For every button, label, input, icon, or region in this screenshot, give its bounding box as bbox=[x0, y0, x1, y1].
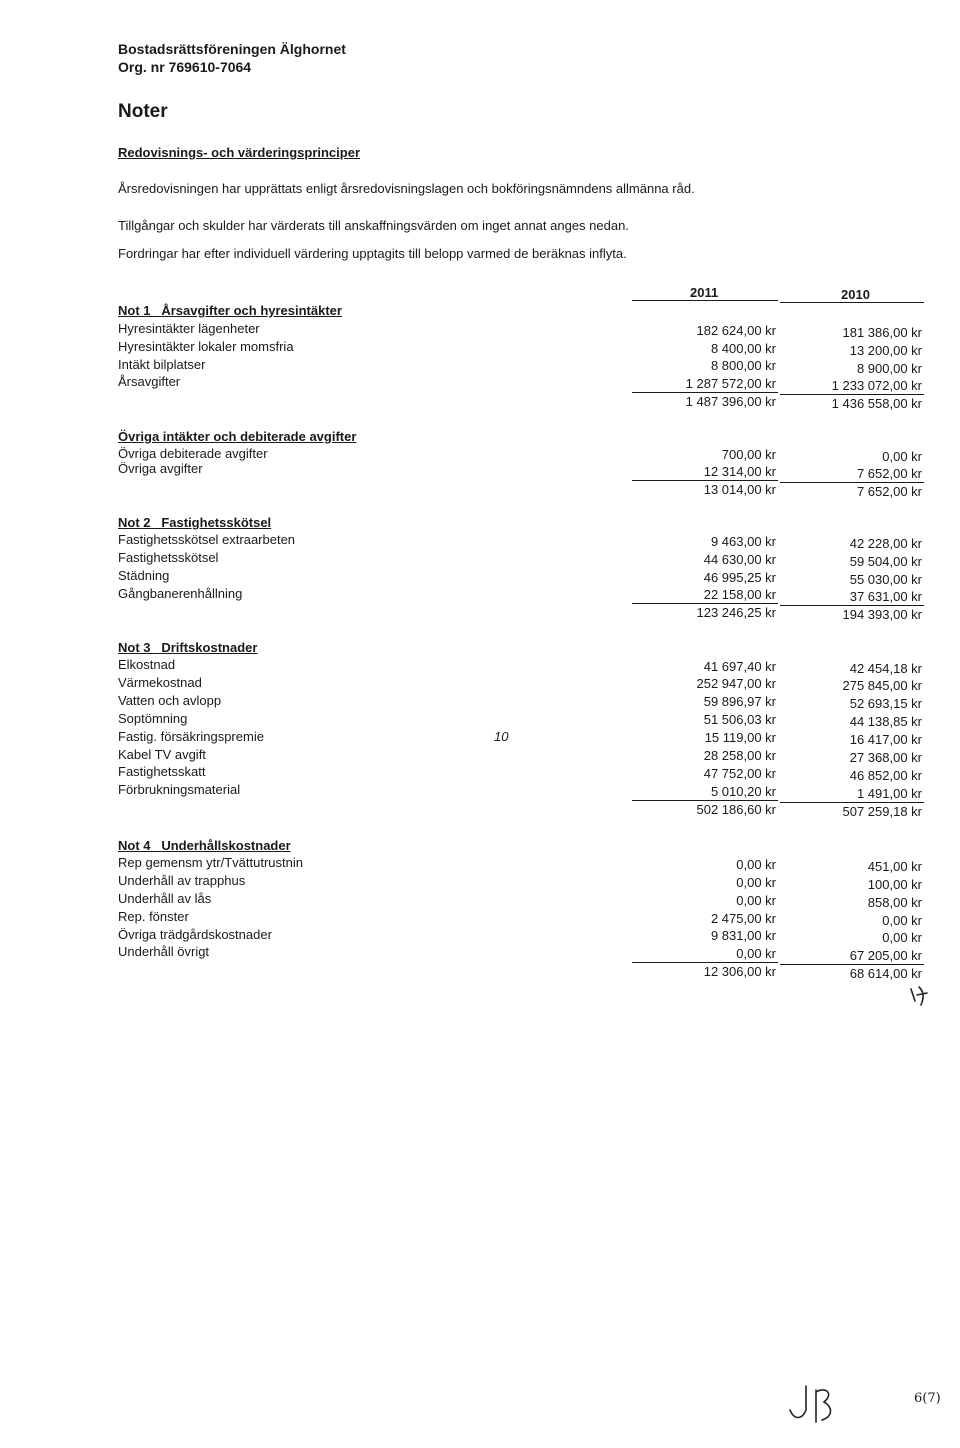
note1-number: Not 1 bbox=[118, 303, 151, 318]
note2-row-label: Fastighetsskötsel bbox=[118, 550, 219, 565]
note3-row-2011: 28 258,00 kr bbox=[703, 748, 776, 763]
note4-row-2011: 0,00 kr bbox=[736, 875, 776, 890]
note3-total-2011: 502 186,60 kr bbox=[696, 802, 776, 817]
note3-row-label: Förbrukningsmaterial bbox=[118, 782, 241, 797]
note4-row-label: Underhåll av trapphus bbox=[118, 873, 246, 888]
note3-row-2011: 59 896,97 kr bbox=[703, 694, 776, 709]
page-number: 6(7) bbox=[914, 1391, 941, 1406]
note1-row-2011: 8 400,00 kr bbox=[710, 341, 776, 356]
other-income-row-2011: 700,00 kr bbox=[721, 447, 776, 462]
note3-row-2010: 52 693,15 kr bbox=[849, 696, 922, 711]
note1-total-2010: 1 436 558,00 kr bbox=[831, 396, 922, 411]
note1-row-2010: 1 233 072,00 kr bbox=[831, 378, 922, 393]
note1-total-2011: 1 487 396,00 kr bbox=[685, 394, 776, 409]
note3-row-label: Fastighetsskatt bbox=[118, 764, 206, 779]
note1-row-2010: 13 200,00 kr bbox=[849, 343, 922, 358]
principles-heading: Redovisnings- och värderingsprinciper bbox=[118, 145, 360, 160]
note3-total-2010: 507 259,18 kr bbox=[842, 804, 922, 819]
note1-row-2011: 8 800,00 kr bbox=[710, 358, 776, 373]
note2-row-label: Fastighetsskötsel extraarbeten bbox=[118, 532, 296, 547]
subtotal-rule bbox=[632, 392, 778, 393]
subtotal-rule bbox=[780, 605, 924, 606]
note4-name: Underhållskostnader bbox=[161, 838, 291, 853]
signature-mark bbox=[780, 1380, 850, 1430]
note1-row-label: Hyresintäkter lägenheter bbox=[118, 321, 260, 336]
note2-row-label: Gångbanerenhållning bbox=[118, 586, 243, 601]
note3-row-2010: 46 852,00 kr bbox=[849, 768, 922, 783]
note2-row-2010: 37 631,00 kr bbox=[849, 589, 922, 604]
note3-row-2011: 41 697,40 kr bbox=[703, 659, 776, 674]
other-income-heading: Övriga intäkter och debiterade avgifter bbox=[118, 429, 357, 444]
note4-row-2011: 0,00 kr bbox=[736, 946, 776, 961]
note3-row-2010: 42 454,18 kr bbox=[849, 661, 922, 676]
principles-p3: Fordringar har efter individuell värdering upptagits till belopp varmed de beräknas inflyta. bbox=[118, 246, 627, 261]
note1-row-2010: 181 386,00 kr bbox=[842, 325, 922, 340]
other-income-total-2010: 7 652,00 kr bbox=[856, 484, 922, 499]
note2-row-2010: 42 228,00 kr bbox=[849, 536, 922, 551]
subtotal-rule bbox=[780, 482, 924, 483]
note4-row-2011: 0,00 kr bbox=[736, 893, 776, 908]
note4-row-2011: 9 831,00 kr bbox=[710, 928, 776, 943]
subtotal-rule bbox=[780, 802, 924, 803]
note3-row-2010: 275 845,00 kr bbox=[842, 678, 922, 693]
note3-row-2010: 16 417,00 kr bbox=[849, 732, 922, 747]
note3-row-label: Fastig. försäkringspremie bbox=[118, 729, 264, 744]
note1-heading bbox=[118, 303, 342, 318]
subtotal-rule bbox=[632, 480, 778, 481]
note2-total-2010: 194 393,00 kr bbox=[842, 607, 922, 622]
note1-row-2010: 8 900,00 kr bbox=[856, 361, 922, 376]
note3-row-label: Soptömning bbox=[118, 711, 188, 726]
note3-row-2011: 252 947,00 kr bbox=[696, 676, 776, 691]
other-income-row-label: Övriga avgifter bbox=[118, 461, 203, 476]
note2-row-2011: 9 463,00 kr bbox=[710, 534, 776, 549]
header-rule-2010 bbox=[780, 302, 924, 303]
note2-total-2011: 123 246,25 kr bbox=[696, 605, 776, 620]
note1-row-2011: 182 624,00 kr bbox=[696, 323, 776, 338]
note4-row-2010: 451,00 kr bbox=[867, 859, 922, 874]
note1-row-2011: 1 287 572,00 kr bbox=[685, 376, 776, 391]
subtotal-rule bbox=[632, 962, 778, 963]
note1-row-label: Årsavgifter bbox=[118, 374, 181, 389]
note3-number: Not 3 bbox=[118, 640, 151, 655]
note3-row-2010: 44 138,85 kr bbox=[849, 714, 922, 729]
note3-marker: 10 bbox=[494, 729, 509, 744]
note1-row-label: Hyresintäkter lokaler momsfria bbox=[118, 339, 294, 354]
note4-row-2011: 0,00 kr bbox=[736, 857, 776, 872]
note2-row-2011: 46 995,25 kr bbox=[703, 570, 776, 585]
initials-mark bbox=[905, 983, 935, 1013]
page-title: Noter bbox=[118, 101, 168, 122]
note3-row-2011: 15 119,00 kr bbox=[704, 730, 776, 745]
note4-row-2011: 2 475,00 kr bbox=[710, 911, 776, 926]
note4-heading bbox=[118, 838, 291, 853]
note2-name: Fastighetsskötsel bbox=[161, 515, 272, 530]
note3-row-label: Kabel TV avgift bbox=[118, 747, 206, 762]
note4-row-label: Rep gemensm ytr/Tvättutrustnin bbox=[118, 855, 303, 870]
note3-row-2010: 1 491,00 kr bbox=[856, 786, 922, 801]
note4-row-label: Övriga trädgårdskostnader bbox=[118, 927, 272, 942]
note2-row-label: Städning bbox=[118, 568, 170, 583]
note3-heading bbox=[118, 640, 257, 655]
other-income-row-2010: 0,00 kr bbox=[882, 449, 922, 464]
note2-heading bbox=[118, 515, 271, 530]
note4-row-2010: 858,00 kr bbox=[867, 895, 922, 910]
note4-row-2010: 67 205,00 kr bbox=[849, 948, 922, 963]
subtotal-rule bbox=[780, 394, 924, 395]
principles-p2: Tillgångar och skulder har värderats till anskaffningsvärden om inget annat anges nedan. bbox=[118, 218, 629, 233]
note4-row-2010: 0,00 kr bbox=[882, 930, 922, 945]
note4-total-2011: 12 306,00 kr bbox=[703, 964, 776, 979]
note1-name: Årsavgifter och hyresintäkter bbox=[161, 303, 342, 318]
subtotal-rule bbox=[632, 603, 778, 604]
note2-row-2011: 44 630,00 kr bbox=[703, 552, 776, 567]
note3-name: Driftskostnader bbox=[161, 640, 258, 655]
note4-row-label: Underhåll av lås bbox=[118, 891, 212, 906]
note4-row-label: Underhåll övrigt bbox=[118, 944, 210, 959]
note3-row-2011: 47 752,00 kr bbox=[703, 766, 776, 781]
note2-number: Not 2 bbox=[118, 515, 151, 530]
note3-row-label: Elkostnad bbox=[118, 657, 176, 672]
principles-p1: Årsredovisningen har upprättats enligt årsredovisningslagen och bokföringsnämndens allmänna råd. bbox=[118, 181, 695, 196]
other-income-row-2010: 7 652,00 kr bbox=[856, 466, 922, 481]
note1-row-label: Intäkt bilplatser bbox=[118, 357, 206, 372]
other-income-total-2011: 13 014,00 kr bbox=[703, 482, 776, 497]
note4-row-2010: 100,00 kr bbox=[867, 877, 922, 892]
note3-row-label: Värmekostnad bbox=[118, 675, 202, 690]
org-name: Bostadsrättsföreningen Älghornet bbox=[118, 41, 346, 57]
note3-row-2010: 27 368,00 kr bbox=[849, 750, 922, 765]
subtotal-rule bbox=[780, 964, 924, 965]
note2-row-2010: 55 030,00 kr bbox=[849, 572, 922, 587]
other-income-row-label: Övriga debiterade avgifter bbox=[118, 446, 268, 461]
note3-row-label: Vatten och avlopp bbox=[118, 693, 222, 708]
note4-row-label: Rep. fönster bbox=[118, 909, 189, 924]
org-number: Org. nr 769610-7064 bbox=[118, 59, 252, 75]
note3-row-2011: 51 506,03 kr bbox=[703, 712, 776, 727]
note2-row-2011: 22 158,00 kr bbox=[703, 587, 776, 602]
note4-total-2010: 68 614,00 kr bbox=[849, 966, 922, 981]
header-rule-2011 bbox=[632, 300, 778, 301]
note4-row-2010: 0,00 kr bbox=[882, 913, 922, 928]
note3-row-2011: 5 010,20 kr bbox=[710, 784, 776, 799]
column-header-2011: 2011 bbox=[690, 285, 719, 300]
column-header-2010: 2010 bbox=[841, 287, 870, 302]
other-income-row-2011: 12 314,00 kr bbox=[703, 464, 776, 479]
subtotal-rule bbox=[632, 800, 778, 801]
note2-row-2010: 59 504,00 kr bbox=[849, 554, 922, 569]
note4-number: Not 4 bbox=[118, 838, 151, 853]
